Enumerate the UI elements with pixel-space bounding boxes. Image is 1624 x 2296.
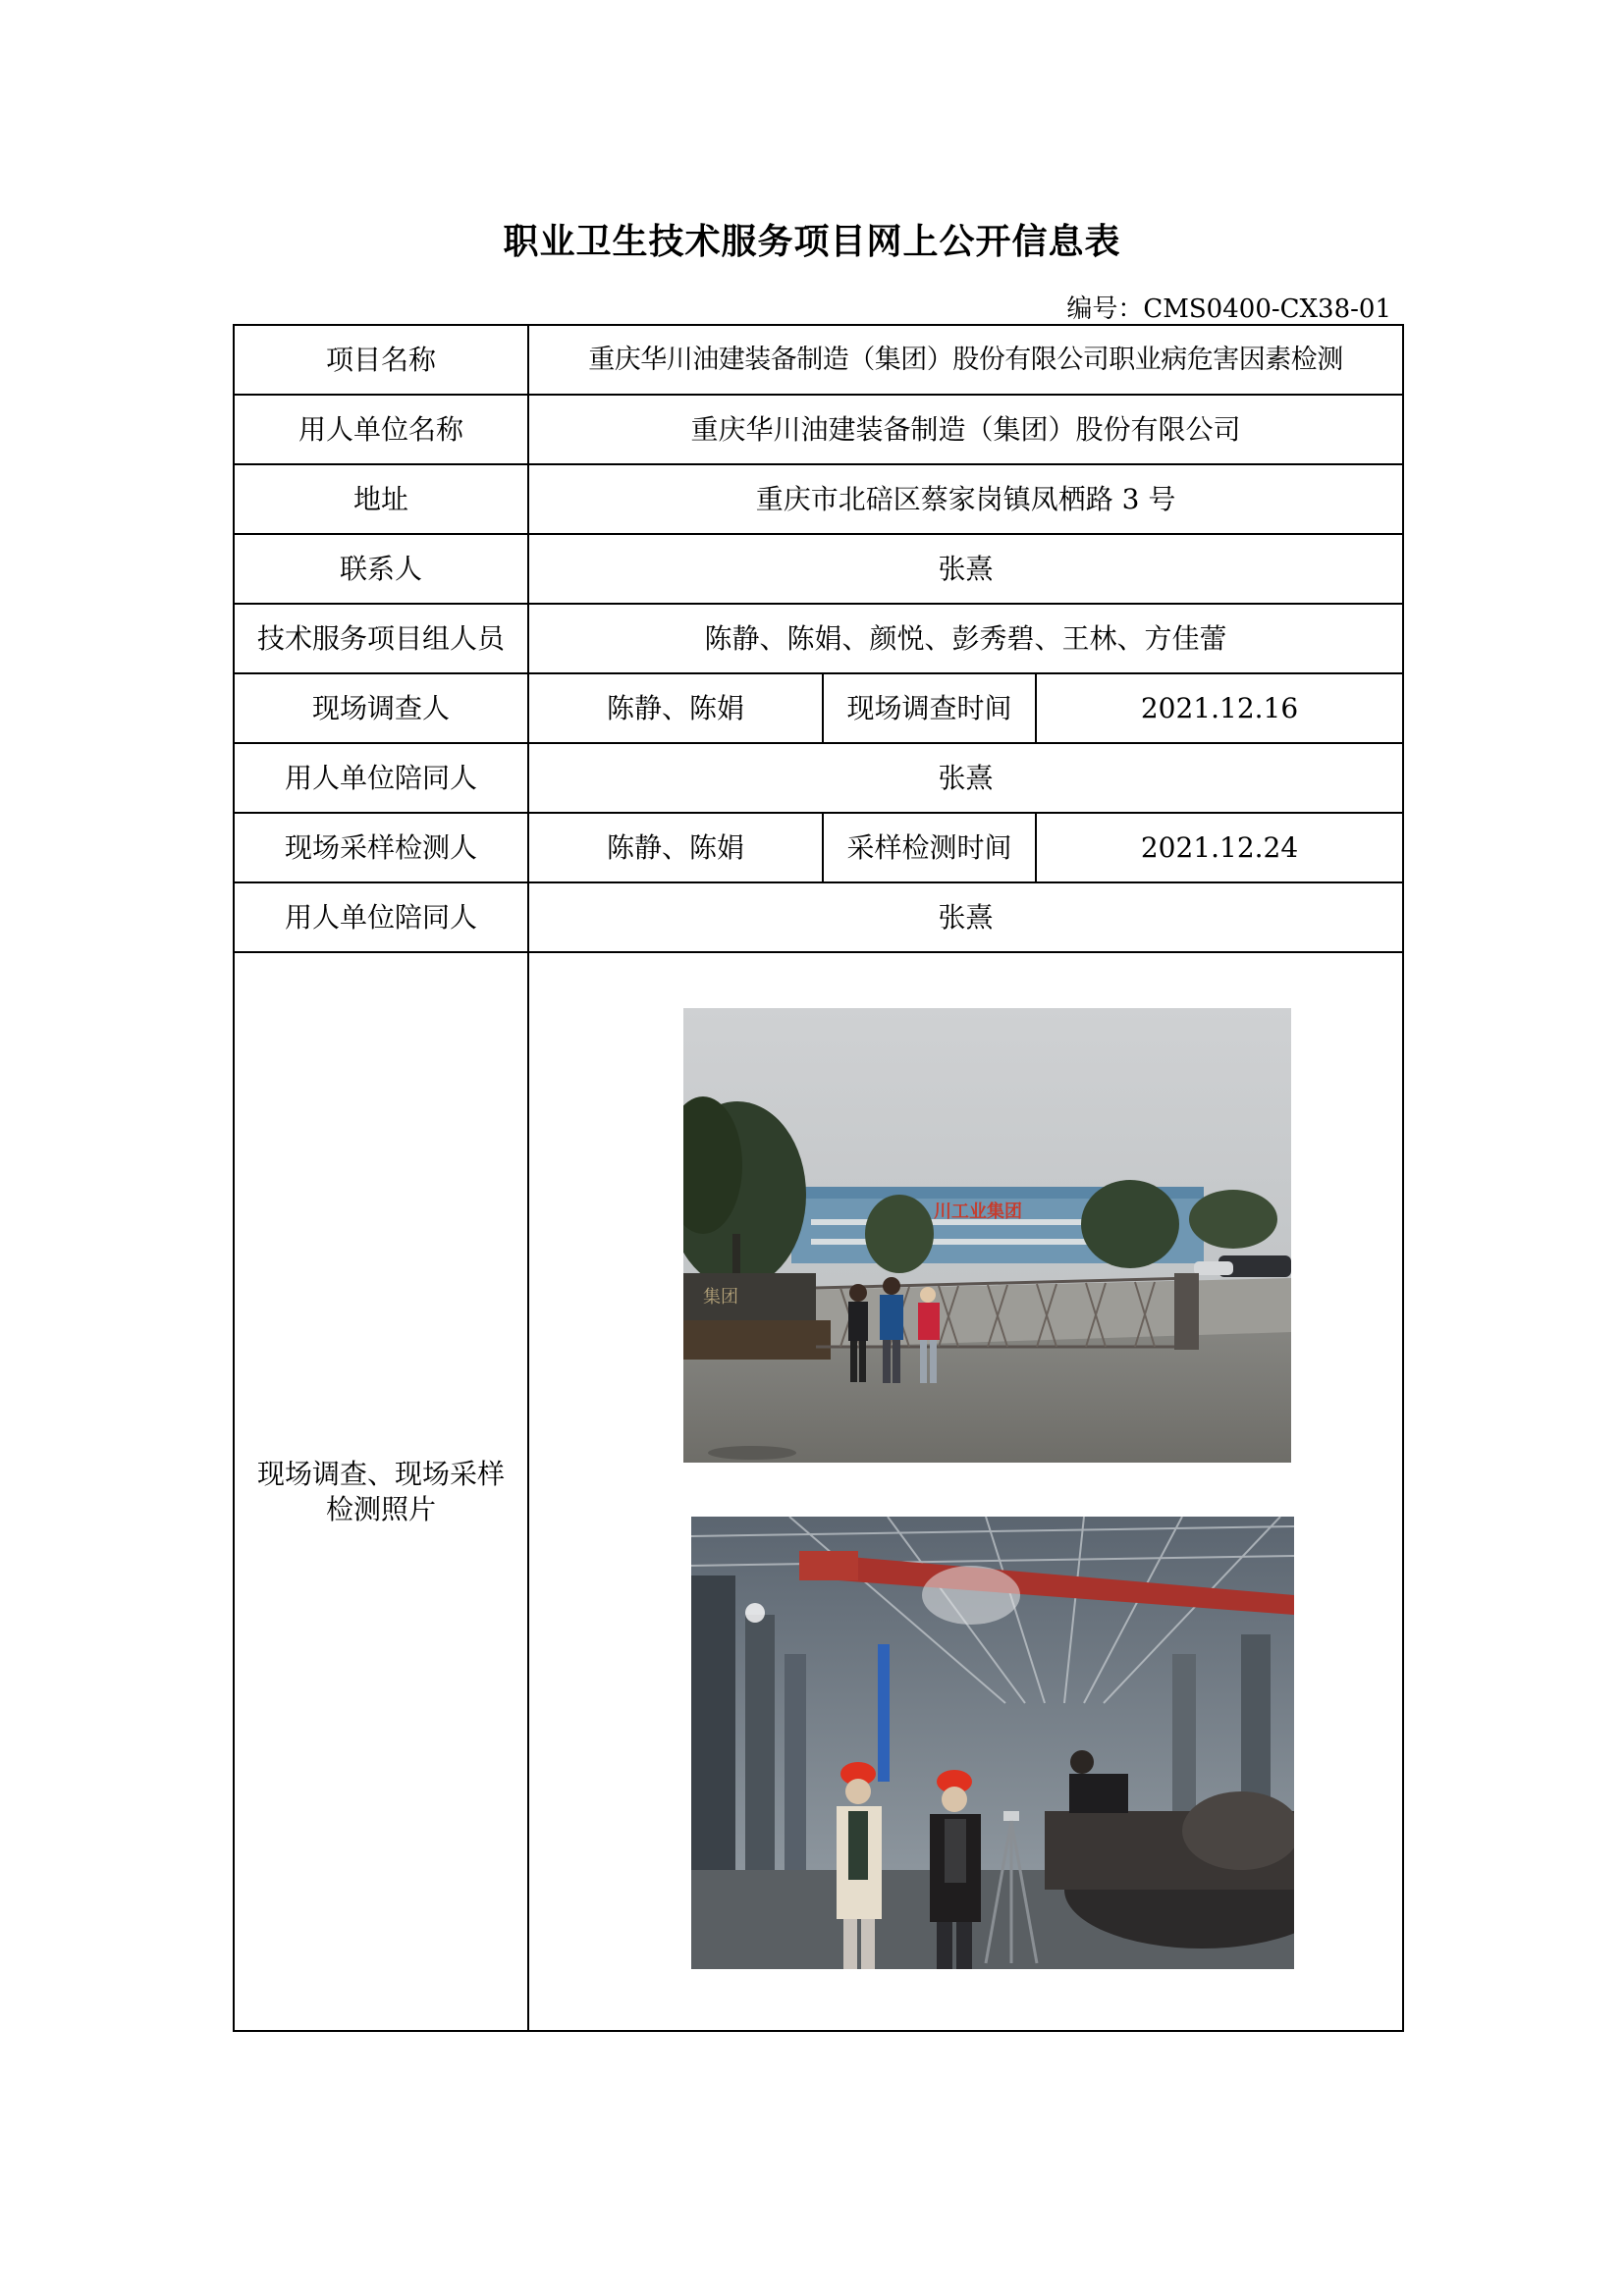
sampling-time-label: 采样检测时间 (823, 813, 1036, 882)
team-value: 陈静、陈娟、颜悦、彭秀碧、王林、方佳蕾 (528, 604, 1403, 673)
survey-person-label: 现场调查人 (234, 673, 528, 743)
photos-label-line-2: 检测照片 (325, 1492, 436, 1525)
sampling-person-label: 现场采样检测人 (234, 813, 528, 882)
row-contact (234, 534, 1403, 604)
gate-photo-wall-text: 集团 (703, 1287, 738, 1308)
survey-person-value: 陈静、陈娟 (528, 673, 823, 743)
row-project-name (234, 325, 1403, 395)
photos-label-line-1: 现场调查、现场采样 (256, 1457, 505, 1490)
gate-photo (683, 1008, 1291, 1463)
document-title: 职业卫生技术服务项目网上公开信息表 (503, 222, 1121, 262)
team-label: 技术服务项目组人员 (234, 604, 528, 673)
gate-photo-sign-text: 川工业集团 (934, 1201, 1022, 1222)
project-name-value: 重庆华川油建装备制造（集团）股份有限公司职业病危害因素检测 (528, 325, 1403, 395)
row-address (234, 464, 1403, 534)
project-name-label: 项目名称 (234, 325, 528, 395)
workshop-photo (691, 1517, 1294, 1969)
row-sampling (234, 813, 1403, 882)
employer-value: 重庆华川油建装备制造（集团）股份有限公司 (528, 395, 1403, 464)
row-team (234, 604, 1403, 673)
survey-time-value: 2021.12.16 (1036, 673, 1403, 743)
info-table (233, 324, 1404, 2032)
row-photos (234, 952, 1403, 2031)
escort-2-value: 张熹 (528, 882, 1403, 952)
sampling-person-value: 陈静、陈娟 (528, 813, 823, 882)
escort-1-label: 用人单位陪同人 (234, 743, 528, 813)
survey-time-label: 现场调查时间 (823, 673, 1036, 743)
employer-label: 用人单位名称 (234, 395, 528, 464)
gate-photo-image (683, 1008, 1291, 1463)
address-value: 重庆市北碚区蔡家岗镇凤栖路 3 号 (528, 464, 1403, 534)
row-escort-1 (234, 743, 1403, 813)
photos-cell (528, 952, 1403, 2031)
workshop-photo-image (691, 1517, 1294, 1969)
people-group (848, 1277, 940, 1383)
row-employer (234, 395, 1403, 464)
photos-label (234, 952, 528, 2031)
address-label: 地址 (234, 464, 528, 534)
escort-2-label: 用人单位陪同人 (234, 882, 528, 952)
escort-1-value: 张熹 (528, 743, 1403, 813)
contact-value: 张熹 (528, 534, 1403, 604)
contact-label: 联系人 (234, 534, 528, 604)
sampling-time-value: 2021.12.24 (1036, 813, 1403, 882)
row-survey (234, 673, 1403, 743)
row-escort-2 (234, 882, 1403, 952)
document-number: 编号：CMS0400-CX38-01 (1066, 294, 1391, 324)
